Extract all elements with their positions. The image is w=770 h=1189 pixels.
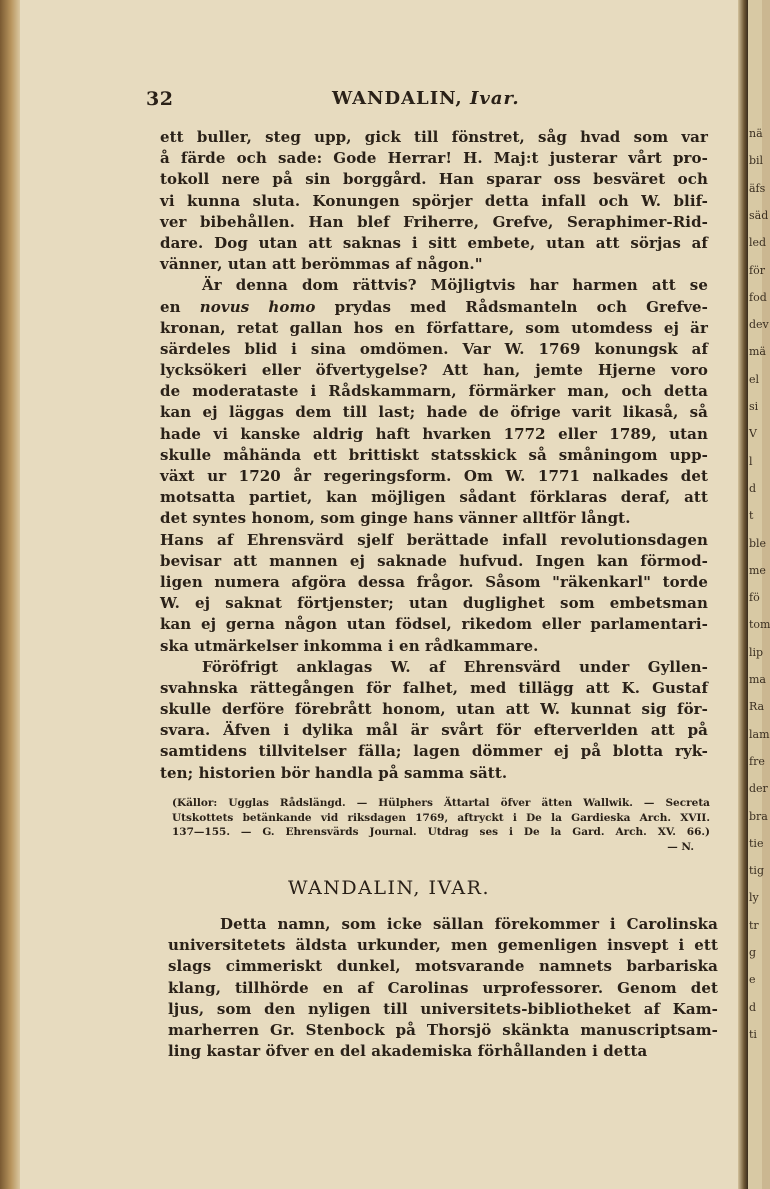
text-line: dare. Dog utan att saknas i sitt embete, utan att sörjas af [160,233,708,252]
adjacent-page-fragment: der [749,782,768,796]
adjacent-page-fragment: ble [749,536,767,550]
text-line: ligen numera afgöra dessa frågor. Såsom "räkenkarl" torde [160,572,708,591]
text-line: Föröfrigt anklagas W. af Ehrensvärd under Gyllen- [202,657,708,676]
text-line: ett buller, steg upp, gick till fönstret, såg hvad som var [160,128,708,146]
adjacent-page-fragment: t [749,509,754,523]
text-line: ten; historien bör handla på samma sätt. [160,763,508,782]
adjacent-page-fragment: e [749,973,756,987]
text-line: skulle derföre förebrått honom, utan att W. kunnat sig för- [160,700,708,719]
page-header [146,88,706,114]
adjacent-page-fragment: el [749,372,760,386]
book-spine-shadow [0,0,20,1189]
adjacent-page-fragment: me [749,563,766,577]
article-text [168,914,718,1062]
text-line: W. ej saknat förtjenster; utan duglighet som embetsman [160,594,708,613]
adjacent-page-fragment: fre [749,754,765,768]
text-line: en novus homo prydas med Rådsmanteln och Grefve- [160,297,708,316]
text-line: ling kastar öfver en del akademiska förhållanden i detta [168,1042,648,1061]
adjacent-page-fragment: fod [749,290,767,304]
text-line: kan ej läggas dem till last; hade de öfrige varit likaså, så [160,403,708,422]
source-line: Utskottets betänkande vid riksdagen 1769, aftryckt i De la Gardieska Arch. XVII. [172,811,710,824]
adjacent-page-fragment: l [749,454,753,468]
text-line: skulle måhända ett brittiskt statsskick så småningom upp- [160,445,708,464]
next-page-strip [748,0,770,1189]
text-line: vi kunna sluta. Konungen spörjer detta infall och W. blif- [160,191,708,210]
text-line: marherren Gr. Stenbock på Thorsjö skänkta manuscriptsam- [168,1020,718,1039]
body-text [160,127,708,784]
text-line: universitetets äldsta urkunder, men gemenligen insvept i ett [168,936,718,955]
text-line: ver bibehållen. Han blef Friherre, Grefve, Seraphimer-Rid- [160,212,708,231]
text-line: lycksökeri eller öfvertygelse? Att han, jemte Hjerne voro [160,361,708,380]
text-line: Är denna dom rättvis? Möjligtvis har harmen att se [202,276,708,295]
adjacent-page-fragment: lam [749,727,770,741]
text-line: svara. Äfven i dylika mål är svårt för efterverlden att på [160,721,708,740]
adjacent-page-fragment: g [749,946,757,959]
text-line: det syntes honom, som ginge hans vänner alltför långt. [160,509,631,528]
adjacent-page-fragment: dev [749,318,769,332]
source-line: 137—155. — G. Ehrensvärds Journal. Utdrag ses i De la Gard. Arch. XV. 66.) [172,826,710,838]
text-line: kronan, retat gallan hos en författare, som utomdess ej är [160,318,708,337]
adjacent-page-fragment: bra [749,809,768,823]
article-heading: WANDALIN, IVAR. [288,877,490,899]
adjacent-page-fragment: lip [749,645,764,659]
text-line: svahnska rättegången för falhet, med tillägg att K. Gustaf [160,678,708,697]
text-line: tokoll nere på sin borggård. Han sparar oss besväret och [160,170,708,189]
text-line: växt ur 1720 år regeringsform. Om W. 1771 nalkades det [160,467,708,485]
adjacent-page-fragment: äfs [749,181,766,195]
text-line: hade vi kanske aldrig haft hvarken 1772 eller 1789, utan [160,424,708,443]
text-line: slags cimmeriskt dunkel, motsvarande namnets barbariska [168,957,718,976]
adjacent-page-fragment: V [749,427,757,441]
running-head [332,88,520,109]
adjacent-page-fragment: nä [749,127,763,140]
text-line: Hans af Ehrensvärd sjelf berättade infall revolutionsdagen [160,530,708,549]
adjacent-page-fragment: för [749,263,765,277]
adjacent-page-fragment: d [749,481,757,495]
running-head-person: Ivar. [469,88,520,109]
adjacent-page-fragment: Ra [749,700,765,714]
text-line: samtidens tillvitelser fälla; lagen dömmer ej på blotta ryk- [160,742,708,761]
running-head-name: WANDALIN, [332,88,463,109]
adjacent-page-fragment: ma [749,673,766,686]
text-line: vänner, utan att berömmas af någon." [160,255,483,274]
adjacent-page-fragment: d [749,1000,757,1014]
text-line: ska utmärkelser inkomma i en rådkammare. [160,636,539,655]
source-line: (Källor: Ugglas Rådslängd. — Hülphers Ättartal öfver ätten Wallwik. — Secreta [172,797,710,809]
adjacent-page-fragment: tr [749,918,759,932]
adjacent-page-fragment: ly [749,891,759,905]
adjacent-page-fragment: led [749,236,767,250]
adjacent-page-fragment: fö [749,591,760,605]
sources-citation [172,796,710,854]
text-line: bevisar att mannen ej saknade hufvud. Ingen kan förmod- [160,551,708,570]
text-line: ljus, som den nyligen till universitets-bibliotheket af Kam- [168,999,718,1018]
text-line: klang, tillhörde en af Carolinas urprofessorer. Genom det [168,978,718,997]
adjacent-page-fragment: bil [749,154,764,168]
text-line: motsatta partiet, kan möjligen sådant förklaras deraf, att [160,488,708,507]
text-line: de moderataste i Rådskammarn, förmärker man, och detta [160,382,708,401]
text-line: särdeles blid i sina omdömen. Var W. 1769 konungsk af [160,339,708,358]
adjacent-page-fragment: tie [749,836,764,850]
adjacent-page-fragment: mä [749,345,766,359]
author-signature: — N. [667,840,694,853]
page-number: 32 [146,88,174,110]
adjacent-page-fragment: si [749,400,759,413]
text-line: kan ej gerna någon utan födsel, rikedom eller parlamentari- [160,615,708,634]
adjacent-page-fragment: tom [749,618,770,632]
page-gutter [738,0,748,1189]
adjacent-page-fragment: ti [749,1027,757,1041]
adjacent-page-fragment: säd [749,208,769,222]
adjacent-page-fragment: tig [749,864,764,878]
text-line: Detta namn, som icke sällan förekommer i Carolinska [220,915,718,933]
text-line: å färde och sade: Gode Herrar! H. Maj:t justerar vårt pro- [160,149,708,168]
